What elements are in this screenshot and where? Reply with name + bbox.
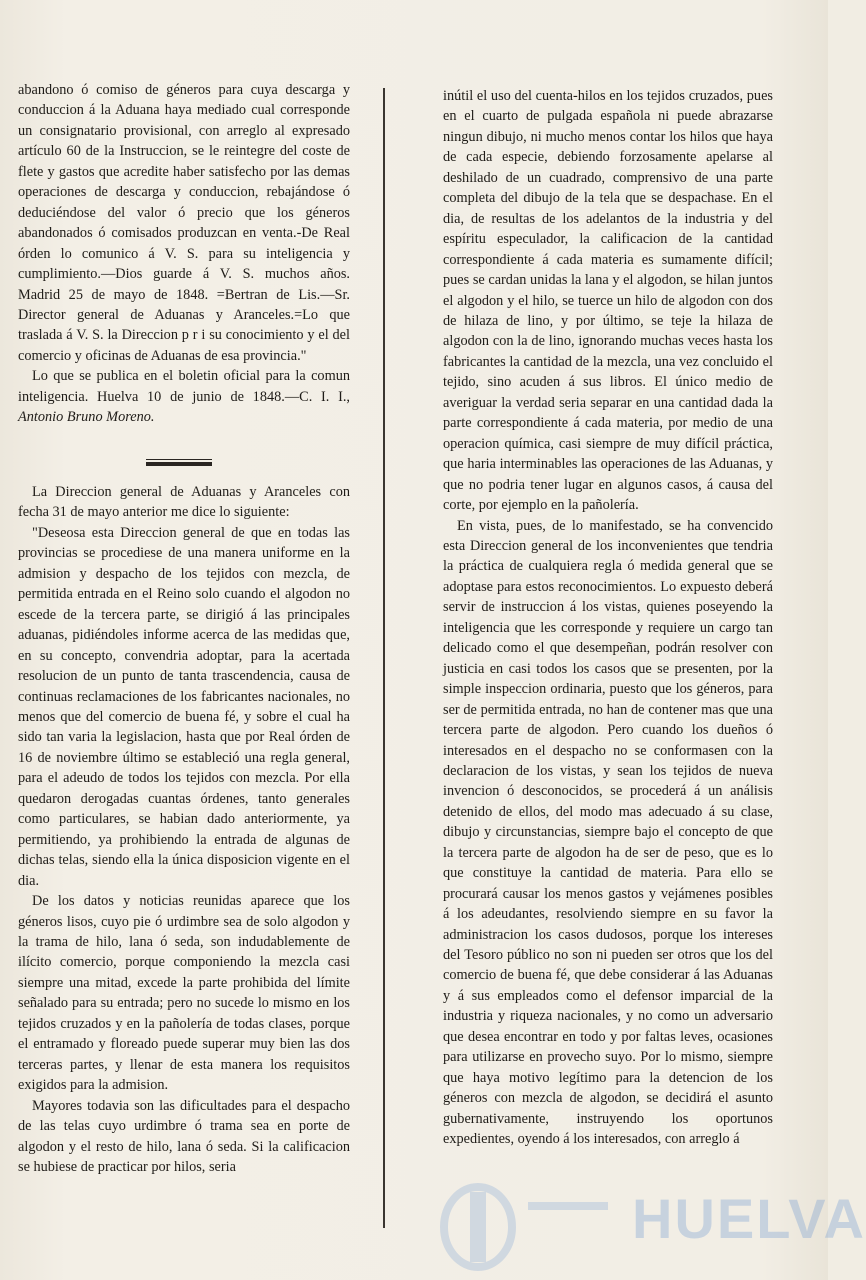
continuation-paragraph: inútil el uso del cuenta-hilos en los tejidos cruzados, pues en el cuarto de pulgada española ni puede abrazarse ningun dibujo, ni mucho menos contar los hilos que haya de cada especie, debiendo forzosamente apelarse al deshilado de un cuadrado, comprensivo de una parte completa del dibujo de la tela que se despachase. En el dia, de resultas de los adelantos de la industria y del espíritu especulador, la calificacion de la cantidad correspondiente á cada materia es sumamente difícil; pues se cardan unidas la lana y el algodon, se hilan juntos el algodon y el hilo, se tuerce un hilo de algodon con dos de hilaza de lino, y por último, se teje la hilaza de algodon con la de lino, ignorando muchas veces hasta los fabricantes la cantidad de la mezcla, una vez concluido el tejido, sino acuden á sus libros. El único medio de averiguar la verdad seria separar en una cantidad dada la parte correspondiente á cada materia, por medio de una operacion química, casi siempre de muy difícil práctica, que haria interminables las operaciones de las Aduanas, y que no podria tener lugar en algunos casos, á causa del corte, por ejemplo en la pañolería. (443, 88, 773, 514)
top-paragraph: abandono ó comiso de géneros para cuya descarga y conduccion á la Aduana haya mediado cual corresponde un consignatario provisional, con arreglo al expresado artículo 60 de la Instruccion, se le reintegre del coste de flete y gastos que acredite haber satisfecho por las demas operaciones de descarga y conduccion, rebajándose ó deduciéndose del valor ó precio que los géneros abandonados ó comisados produzcan en venta.-De Real órden lo comunico á V. S. para su inteligencia y cumplimiento.—Dios guarde á V. S. muchos años. Madrid 25 de mayo de 1848. =Bertran de Lis.—Sr. Director general de Aduanas y Aranceles.=Lo que traslada á V. S. la Direccion p r i su conocimiento y el del comercio y oficinas de Aduanas de esa provincia." (18, 82, 350, 364)
article-intro: La Direccion general de Aduanas y Aranceles con fecha 31 de mayo anterior me dice lo siguiente: (18, 484, 350, 521)
data-paragraph: De los datos y noticias reunidas aparece que los géneros lisos, cuyo pie ó urdimbre sea de solo algodon y la trama de hilo, lana ó seda, son indudablemente de ilícito comercio, porque componiendo la mezcla casi siempre una mitad, excede la parte prohibida del límite señalado para su entrada; pero no sucede lo mismo en los tejidos cruzados y en la pañolería de todas clases, porque el entramado y floreado puede superar muy bien las dos terceras partes, y llenar de esta manera los requisitos exigidos para la admision. (18, 893, 350, 1094)
section-separator (146, 462, 212, 466)
publication-note (18, 366, 350, 427)
signature: Antonio Bruno Moreno. (18, 409, 155, 426)
difficulty-paragraph: Mayores todavia son las dificultades para el despacho de las telas cuyo urdimbre ó trama sea en porte de algodon y el resto de hilo, lana ó seda. Si la calificacion se hubiese de practicar por hilos, seria (18, 1097, 350, 1175)
section-separator-thin (146, 459, 212, 460)
publication-note-text: Lo que se publica en el boletin oficial para la comun inteligencia. Huelva 10 de junio de 1848.—C. I. I., (18, 368, 350, 405)
column-divider (383, 88, 385, 1228)
conclusion-paragraph: En vista, pues, de lo manifestado, se ha convencido esta Direccion general de los inconvenientes que tendria la práctica de cualquiera regla ó medida general que se adoptase para estos reconocimientos. Lo expuesto deberá servir de instruccion á los vistas, quienes poseyendo la inteligencia que les corresponde y requiere un cargo tan delicado como el que desempeñan, podrán resolver con justicia en casi todos los casos que se presenten, por la simple inspeccion ordinaria, puesto que los géneros, para ser de permitida entrada, no han de contener mas que una tercera parte de algodon. Pero cuando los dueños ó interesados en el despacho no se conformasen con la declaracion de los vistas, y sean los tejidos de nueva invencion ó desconocidos, se procederá á un análisis detenido de ellos, del modo mas adecuado á su clase, dibujo y circunstancias, siempre bajo el concepto de que la tercera parte de algodon ha de ser de peso, que es lo que constituye la cantidad de materia. Para ello se procurará causar los menos gastos y vejámenes posibles á los adeudantes, resolviendo siempre en su favor la administracion los casos dudosos, porque los intereses del Tesoro público no son ni pueden ser otros que los del comercio de buena fé, que debe considerar á las Aduanas y á sus empleados como el defensor imparcial de la industria y riqueza nacionales, y no como un adversario que desea encontrar en todo y por faltas leves, ocasiones para utilizarse en provecho suyo. Por lo mismo, siempre que haya motivo legítimo para la detencion de los géneros con mezcla de algodon, se decidirá el asunto gubernativamente, instruyendo los oportunos expedientes, oyendo á los interesados, con arreglo á (443, 517, 773, 1148)
quote-paragraph: "Deseosa esta Direccion general de que en todas las provincias se procediese de una manera uniforme en la admision y despacho de los tejidos con mezcla, de permitida entrada en el Reino solo cuando el algodon no escede de la tercera parte, se dirigió á las principales aduanas, pidiéndoles informe acerca de las medidas que, en su concepto, convendria adoptar, para la acertada resolucion de un punto de tanta trascendencia, causa de continuas reclamaciones de los fabricantes nacionales, no menos que del comercio de buena fé, y sobre el cual ha sido tan varia la legislacion, hasta que por Real órden de 16 de noviembre último se estableció una regla general, para el adeudo de todos los tejidos con mezcla. Por ella quedaron derogadas cuantas órdenes, tanto generales como particulares, se habian dado anteriormente, ya permitiendo, ya prohibiendo la entrada de algunas de dichas telas, siendo ella la única disposicion vigente en el dia. (18, 524, 350, 889)
left-column (18, 80, 350, 428)
left-column-article (18, 482, 350, 1177)
watermark-label: HUELVA (632, 1187, 866, 1250)
right-column (443, 86, 773, 1150)
